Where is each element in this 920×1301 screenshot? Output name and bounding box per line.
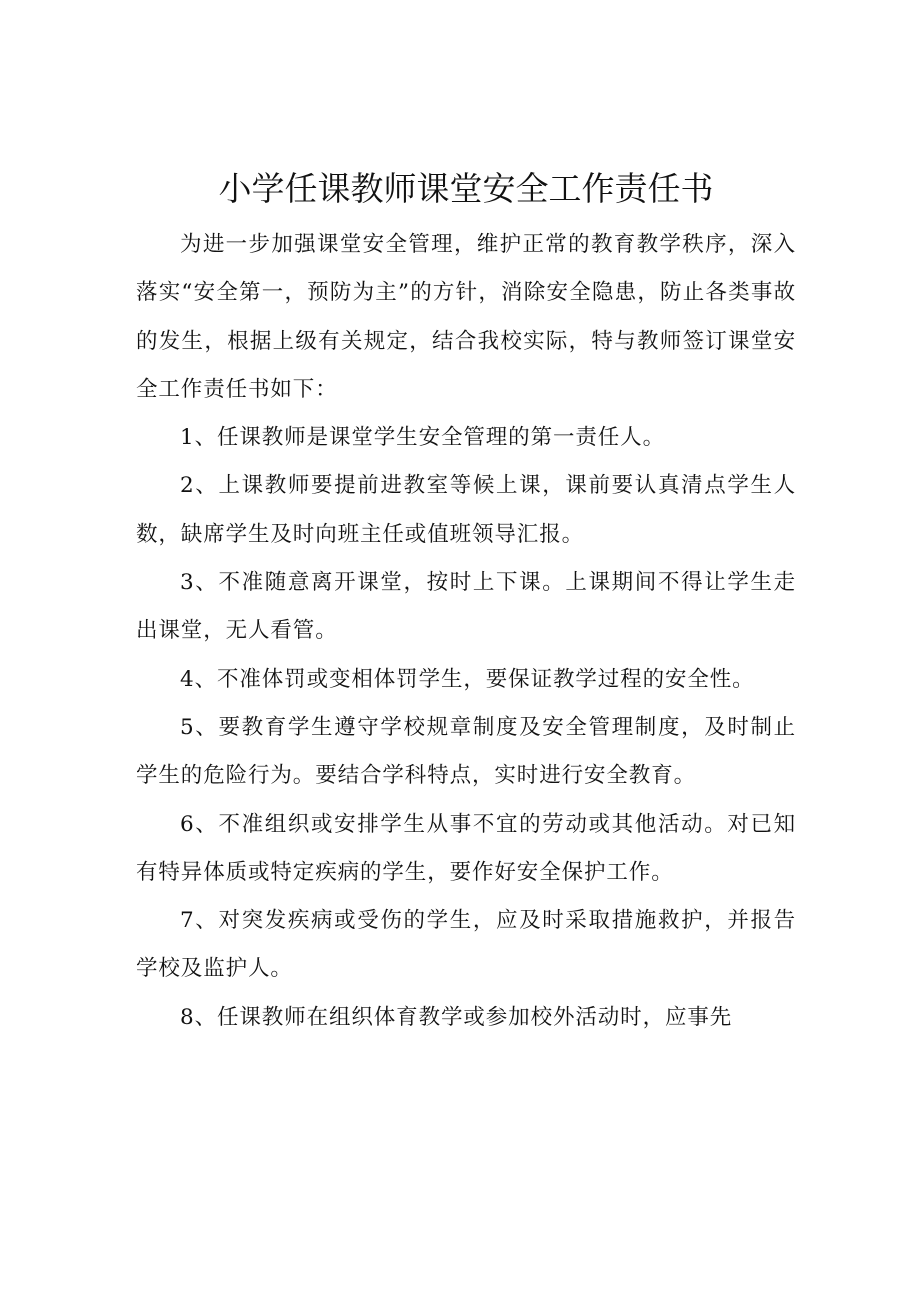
clause-2: 2、上课教师要提前进教室等候上课，课前要认真清点学生人数，缺席学生及时向班主任或值班领导汇报。	[136, 473, 796, 547]
clause-1: 1、任课教师是课堂学生安全管理的第一责任人。	[180, 425, 665, 451]
clause-4: 4、不准体罚或变相体罚学生，要保证教学过程的安全性。	[180, 666, 755, 692]
clause-3: 3、不准随意离开课堂，按时上下课。上课期间不得让学生走出课堂，无人看管。	[136, 570, 796, 644]
clause-6: 6、不准组织或安排学生从事不宜的劳动或其他活动。对已知有特异体质或特定疾病的学生，要作好安全保护工作。	[136, 811, 796, 885]
clause-7: 7、对突发疾病或受伤的学生，应及时采取措施救护，并报告学校及监护人。	[136, 908, 796, 982]
clause-8: 8、任课教师在组织体育教学或参加校外活动时，应事先	[180, 1004, 733, 1030]
intro-paragraph: 为进一步加强课堂安全管理，维护正常的教育教学秩序，深入落实“安全第一，预防为主”的方针，消除安全隐患，防止各类事故的发生，根据上级有关规定，结合我校实际，特与教师签订课堂安全工作责任书如下：	[136, 232, 796, 402]
document-body	[136, 221, 796, 1042]
document-title: 小学任课教师课堂安全工作责任书	[218, 169, 714, 208]
clause-5: 5、要教育学生遵守学校规章制度及安全管理制度，及时制止学生的危险行为。要结合学科特点，实时进行安全教育。	[136, 714, 796, 789]
